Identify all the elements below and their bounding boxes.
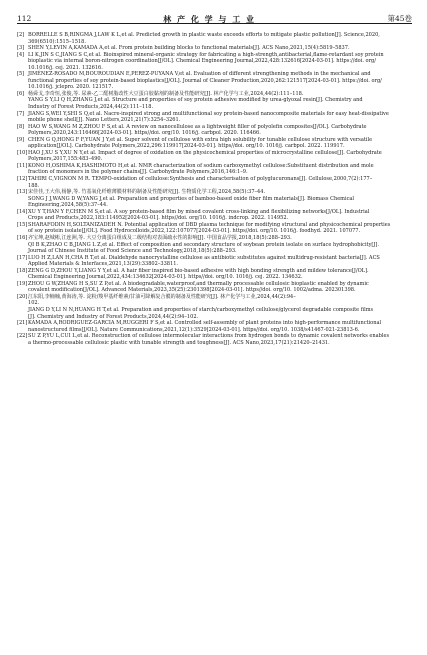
reference-line: HAO J,XU S Y,XU N Y,et al. Impact of degree of oxidation on the physicochemical properties of microcrystalline cellulose[J]. Carbohydrate xyxy=(28,149,382,156)
reference-line: 10.1016/j. cej. 2021. 132616. xyxy=(28,64,103,71)
reference-text xyxy=(28,320,412,333)
reference-entry xyxy=(17,294,412,320)
reference-line: functional properties of soy protein-based bioplastics[J/OL]. Journal of Cleaner Production,2020,262:121517[2024-03-01]. https://doi. org/ xyxy=(28,77,382,84)
reference-text xyxy=(28,71,412,91)
reference-line: Industry of Forest Products,2024,44(2):111–118. xyxy=(28,104,154,111)
reference-line: XU Y T,HAN Y F,CHEN M S,et al. A soy protein-based film by mixed covalent cross-linking and flexibilizing networks[J/OL]. Industrial xyxy=(28,208,370,215)
reference-line: bioplastic via internal boron-nitrogen coordination[J/OL]. Chemical Engineering Journal,2022,428:132616[2024-03-01]. https://doi. org/ xyxy=(28,58,376,65)
reference-number: [5] xyxy=(17,71,25,78)
reference-number: [19] xyxy=(17,280,28,287)
reference-line: SHEN Y,LEVIN A,KAMADA A,et al. From protein building blocks to functional materials[J]. ACS Nano,2021,15(4):5819–5837. xyxy=(28,45,350,52)
reference-entry xyxy=(17,255,412,268)
reference-text xyxy=(28,189,412,209)
reference-number: [16] xyxy=(17,234,28,241)
reference-entry xyxy=(17,52,412,72)
reference-text xyxy=(28,163,412,176)
reference-line: CHEN G Q,HONG F F,YUAN J Y,et al. Super solvent of cellulose with extra high solubility for tunable cellulose structure with versatile xyxy=(28,136,373,143)
reference-line: SONG J J,WANG D W,YANG J,et al. Preparation and properties of bamboo-based oxide fiber film materials[J]. Biomass Chemical xyxy=(28,195,355,202)
reference-entry xyxy=(17,124,412,137)
reference-line: 江东阳,李楠楠,黄海涛,等. 淀粉/羧甲基纤维素/甘油可降解复合膜的制备及性能研究[J]. 林产化学与工业,2024,44(2):94– xyxy=(28,293,296,300)
reference-line: TAHIRI C,VIGNON M R. TEMPO-oxidation of cellulose:Synthesis and characterisation of polyglucuronans[J]. Cellulose,2000,7(2):177– xyxy=(28,176,373,183)
reference-line: ZHOU G W,ZHANG H S,SU Z P,et al. A biodegradable,waterproof,and thermally processable cellulosic bioplastic enabled by dynamic xyxy=(28,280,369,287)
reference-text xyxy=(28,150,412,163)
reference-line: BORRELLE S B,RINGMA J,LAW K L,et al. Predicted growth in plastic waste exceeds efforts to mitigate plastic pollution[J]. Science,2020, xyxy=(28,32,380,38)
reference-number: [21] xyxy=(17,320,28,327)
reference-entry xyxy=(17,189,412,209)
reference-line: 188. xyxy=(28,182,40,189)
reference-entry xyxy=(17,333,412,346)
reference-number: [13] xyxy=(17,189,28,196)
reference-number: [9] xyxy=(17,136,25,143)
reference-line: covalent modification[J/OL]. Advanced Materials,2023,35(25):2301398[2024-03-01]. https//doi. org/10. 1002/adma. 202301398. xyxy=(28,287,356,294)
reference-text xyxy=(28,294,412,320)
reference-text xyxy=(28,209,412,222)
reference-number: [11] xyxy=(17,162,28,169)
journal-title: 林 产 化 学 与 工 业 xyxy=(163,14,256,24)
reference-entry xyxy=(17,111,412,124)
reference-line: KAMADA A,RODRIGUEZ-GARCIA M,RUGGERI F S,et al. Controlled self-assembly of plant proteins into high-performance multifunctional xyxy=(28,320,382,327)
reference-entry xyxy=(17,71,412,91)
reference-number: [8] xyxy=(17,123,25,130)
reference-line: of soy protein isolate[J/OL]. Food Hydrocolloids,2022,122:107077[2024-03-01]. https//doi. org/10. 1016/j. foodhyd. 2021. 107077. xyxy=(28,228,361,235)
reference-line: JIANG D Y,LI N N,HUANG H T,et al. Preparation and properties of starch/carboxymethyl cellulose/glycerol degradable composite films xyxy=(28,306,374,313)
reference-line: Applied Materials & Interfaces,2021,13(29):33802–33811. xyxy=(28,261,179,268)
reference-line: [J]. Chemistry and Industry of Forest Products,2024,44(2):94–102. xyxy=(28,313,199,320)
running-header xyxy=(17,6,412,24)
reference-number: [15] xyxy=(17,221,28,228)
reference-entry xyxy=(17,235,412,255)
reference-line: LI K,JIN S C,JIANG S C,et al. Bioinspired mineral-organic strategy for fabricating a high-strength,antibacterial,flame-retardant soy protein xyxy=(28,51,384,58)
reference-line: Journal of Chinese Institute of Food Science and Technology,2018,18(5):288–293. xyxy=(28,248,237,255)
reference-line: Polymers,2020,243:116466[2024-03-01]. https//doi. org/10. 1016/j. carbpol. 2020. 116466. xyxy=(28,130,261,137)
reference-entry xyxy=(17,91,412,111)
reference-number: [4] xyxy=(17,51,25,58)
reference-entry xyxy=(17,32,412,45)
reference-number: [10] xyxy=(17,149,28,156)
reference-text xyxy=(28,268,412,281)
reference-line: KONO H,OSHIMA K,HASHIMOTO H,et al. NMR characterization of sodium carboxymethyl cellulose:Substituent distribution and mole xyxy=(28,162,374,169)
reference-line: mobile phone shell[J]. Nano Letters,2021,21(7):3254–3261. xyxy=(28,117,181,124)
reference-entry xyxy=(17,209,412,222)
reference-text xyxy=(28,137,412,150)
reference-number: [7] xyxy=(17,110,25,117)
reference-number: [20] xyxy=(17,293,28,300)
reference-line: 齐宝坤,赵城彬,江连洲,等. 大豆分离蛋白组成及二级结构对表面疏水性的影响[J]. 中国食品学报,2018,18(5):288–293. xyxy=(28,234,292,241)
reference-text xyxy=(28,91,412,111)
reference-entry xyxy=(17,268,412,281)
reference-text xyxy=(28,176,412,189)
reference-text xyxy=(28,222,412,235)
reference-entry xyxy=(17,137,412,150)
reference-text xyxy=(28,32,412,45)
reference-text xyxy=(28,281,412,294)
reference-text xyxy=(28,255,412,268)
reference-line: 宋佳佳,王大伟,杨静,等. 竹基氧化纤维薄膜材料的制备及性能研究[J]. 生物质化学工程,2024,58(5):37–44. xyxy=(28,189,266,196)
reference-line: Engineering,2024,58(5):37–44. xyxy=(28,202,108,209)
reference-line: JIANG S,WEI Y,SHI S Q,et al. Nacre-inspired strong and multifunctional soy protein-based nanocomposite materials for easy heat-dissipative xyxy=(28,110,389,117)
reference-entry xyxy=(17,281,412,294)
reference-entry xyxy=(17,222,412,235)
reference-number: [12] xyxy=(17,176,28,183)
reference-number: [6] xyxy=(17,90,25,97)
reference-number: [18] xyxy=(17,267,28,274)
reference-line: HAO W S,WANG M Z,ZHOU F S,et al. A review on nanocellulose as a lightweight filler of polyolefin composites[J/OL]. Carbohydrate xyxy=(28,123,367,130)
reference-number: [14] xyxy=(17,208,28,215)
reference-line: Polymers,2017,155:483–490. xyxy=(28,156,103,163)
reference-text xyxy=(28,111,412,124)
reference-line: 杨舜戈,李奇恒,张俊,等. 尿素-乙二醛树脂改性大豆蛋白胶黏剂的制备及性能研究[J]. 林产化学与工业,2024,44(2):111–118. xyxy=(28,90,304,97)
reference-entry xyxy=(17,176,412,189)
reference-line: 102. xyxy=(28,300,40,307)
reference-line: YANG S Y,LI Q H,ZHANG J,et al. Structure and properties of soy protein adhesive modified by urea-glyoxal resin[J]. Chemistry and xyxy=(28,97,363,104)
reference-line: a thermo-processable cellulosic plastic with tunable strength and toughness[J]. ACS Nano,2023,17(21):21420–21431. xyxy=(28,339,330,346)
reference-line: fraction of monomers in the polymer chains[J]. Carbohydrate Polymers,2016,146:1–9. xyxy=(28,169,248,176)
page-number: 112 xyxy=(17,14,32,23)
reference-number: [17] xyxy=(17,254,28,261)
reference-list xyxy=(17,32,412,346)
reference-line: QI B K,ZHAO C B,JIANG L Z,et al. Effect of composition and secondary structure of soybean protein isolate on surface hydrophobicity[J]. xyxy=(28,241,380,248)
reference-number: [22] xyxy=(17,333,28,340)
reference-text xyxy=(28,52,412,72)
reference-number: [3] xyxy=(17,45,25,52)
reference-text xyxy=(28,333,412,346)
reference-line: SHARAFODIN H,SOLTANIZADEH N. Potential application of DBD plasma technique for modifying structural and physicochemical properties xyxy=(28,221,391,228)
reference-line: Chemical Engineering Journal,2022,434:134632[2024-03-01]. https//doi. org/10. 1016/j. cej. 2022. 134632. xyxy=(28,274,303,281)
reference-line: application[J/OL]. Carbohydrate Polymers,2022,296:119917[2024-03-01]. https//doi. org/10. 1016/j. carbpol. 2022. 119917. xyxy=(28,143,345,150)
reference-text xyxy=(28,124,412,137)
reference-line: LUO H Z,LAN H,CHA R T,et al. Dialdehyde nanocrystalline cellulose as antibiotic substitutes against multidrug-resistant bacteria[J]. ACS xyxy=(28,254,380,261)
reference-line: 10.1016/j. jclepro. 2020. 121517. xyxy=(28,84,114,91)
reference-entry xyxy=(17,320,412,333)
reference-line: ZENG G D,ZHOU Y,LIANG Y Y,et al. A hair fiber inspired bio-based adhesive with high bonding strength and mildew tolerance[J/OL]. xyxy=(28,267,369,274)
reference-line: 369(6510):1515–1518. xyxy=(28,38,86,45)
reference-entry xyxy=(17,150,412,163)
reference-line: SU Z P,YU L,CUI L,et al. Reconstruction of cellulose intermolecular interactions from hydrogen bonds to dynamic covalent networks enables xyxy=(28,333,390,340)
reference-number: [2] xyxy=(17,32,25,38)
reference-line: Crops and Products,2022,183:114952[2024-03-01]. https//doi. org/10. 1016/j. indcrop. 2022. 114952. xyxy=(28,215,289,222)
reference-line: JIMÉNEZ-ROSADO M,BOUROUDIAN E,PEREZ-PUYANA V,et al. Evaluation of different strengthening methods in the mechanical and xyxy=(28,71,371,78)
reference-text xyxy=(28,235,412,255)
reference-line: nanostructured films[J/OL]. Nature Communications,2021,12(1):3529[2024-03-01]. https//doi. org/10. 1038/s41467-021-23813-6. xyxy=(28,326,360,333)
reference-entry xyxy=(17,163,412,176)
volume-label: 第45卷 xyxy=(387,14,412,23)
